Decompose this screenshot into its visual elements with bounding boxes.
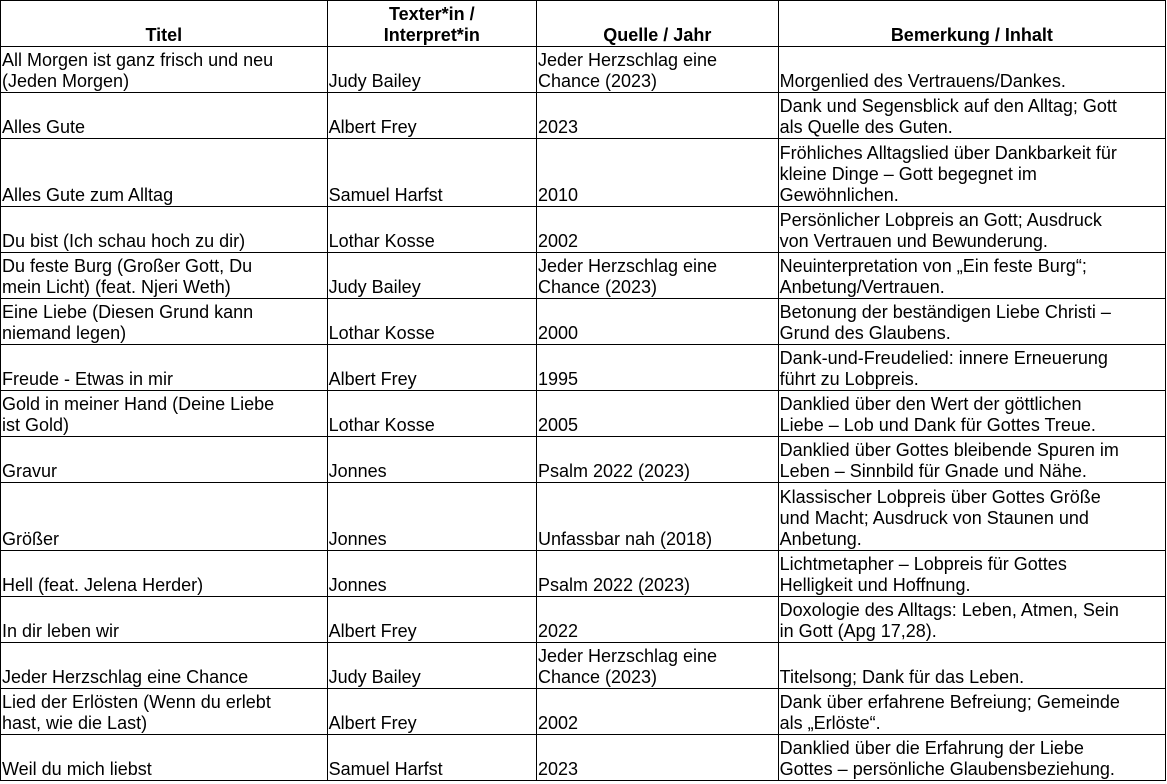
cell-source: Psalm 2022 (2023): [536, 551, 778, 597]
table-row: [1, 735, 1166, 781]
cell-author: Albert Frey: [327, 93, 536, 139]
table-row: [1, 207, 1166, 253]
cell-note: Persönlicher Lobpreis an Gott; Ausdruck von Vertrauen und Bewunderung.: [778, 207, 1165, 253]
cell-author: Samuel Harfst: [327, 735, 536, 781]
table-row: [1, 345, 1166, 391]
cell-title: Eine Liebe (Diesen Grund kann niemand legen): [1, 299, 328, 345]
cell-source: Unfassbar nah (2018): [536, 483, 778, 551]
cell-source: 2000: [536, 299, 778, 345]
cell-note: Lichtmetapher – Lobpreis für Gottes Helligkeit und Hoffnung.: [778, 551, 1165, 597]
cell-title: Alles Gute: [1, 93, 328, 139]
cell-title: All Morgen ist ganz frisch und neu (Jeden Morgen): [1, 47, 328, 93]
cell-title: Du feste Burg (Großer Gott, Du mein Licht) (feat. Njeri Weth): [1, 253, 328, 299]
cell-note: Betonung der beständigen Liebe Christi – Grund des Glaubens.: [778, 299, 1165, 345]
table-row: [1, 437, 1166, 483]
cell-title: In dir leben wir: [1, 597, 328, 643]
cell-note: Dank und Segensblick auf den Alltag; Gott als Quelle des Guten.: [778, 93, 1165, 139]
cell-title: Gravur: [1, 437, 328, 483]
header-row: [1, 1, 1166, 47]
cell-note: Danklied über Gottes bleibende Spuren im Leben – Sinnbild für Gnade und Nähe.: [778, 437, 1165, 483]
cell-source: Jeder Herzschlag eine Chance (2023): [536, 253, 778, 299]
header-source: Quelle / Jahr: [536, 1, 778, 47]
cell-author: Jonnes: [327, 437, 536, 483]
table-row: [1, 643, 1166, 689]
header-author: Texter*in / Interpret*in: [327, 1, 536, 47]
table-row: [1, 597, 1166, 643]
cell-title: Hell (feat. Jelena Herder): [1, 551, 328, 597]
header-note: Bemerkung / Inhalt: [778, 1, 1165, 47]
cell-title: Größer: [1, 483, 328, 551]
cell-source: 1995: [536, 345, 778, 391]
cell-title: Jeder Herzschlag eine Chance: [1, 643, 328, 689]
table-row: [1, 139, 1166, 207]
table-row: [1, 551, 1166, 597]
cell-author: Jonnes: [327, 551, 536, 597]
cell-title: Weil du mich liebst: [1, 735, 328, 781]
cell-note: Doxologie des Alltags: Leben, Atmen, Sein in Gott (Apg 17,28).: [778, 597, 1165, 643]
cell-author: Jonnes: [327, 483, 536, 551]
cell-source: 2002: [536, 689, 778, 735]
table-row: [1, 483, 1166, 551]
cell-author: Judy Bailey: [327, 253, 536, 299]
cell-note: Fröhliches Alltagslied über Dankbarkeit für kleine Dinge – Gott begegnet im Gewöhnlichen.: [778, 139, 1165, 207]
cell-source: Jeder Herzschlag eine Chance (2023): [536, 47, 778, 93]
cell-note: Danklied über die Erfahrung der Liebe Gottes – persönliche Glaubensbeziehung.: [778, 735, 1165, 781]
table-row: [1, 93, 1166, 139]
header-title: Titel: [1, 1, 328, 47]
cell-note: Titelsong; Dank für das Leben.: [778, 643, 1165, 689]
cell-note: Dank über erfahrene Befreiung; Gemeinde als „Erlöste“.: [778, 689, 1165, 735]
cell-author: Lothar Kosse: [327, 391, 536, 437]
cell-note: Klassischer Lobpreis über Gottes Größe und Macht; Ausdruck von Staunen und Anbetung.: [778, 483, 1165, 551]
cell-source: 2022: [536, 597, 778, 643]
cell-title: Lied der Erlösten (Wenn du erlebt hast, wie die Last): [1, 689, 328, 735]
cell-source: 2002: [536, 207, 778, 253]
table-row: [1, 391, 1166, 437]
cell-note: Dank-und-Freudelied: innere Erneuerung führt zu Lobpreis.: [778, 345, 1165, 391]
cell-source: 2010: [536, 139, 778, 207]
cell-author: Albert Frey: [327, 689, 536, 735]
cell-source: 2005: [536, 391, 778, 437]
cell-title: Freude - Etwas in mir: [1, 345, 328, 391]
cell-source: Psalm 2022 (2023): [536, 437, 778, 483]
cell-source: 2023: [536, 93, 778, 139]
cell-note: Morgenlied des Vertrauens/Dankes.: [778, 47, 1165, 93]
cell-author: Lothar Kosse: [327, 299, 536, 345]
cell-author: Albert Frey: [327, 597, 536, 643]
cell-source: 2023: [536, 735, 778, 781]
cell-author: Judy Bailey: [327, 47, 536, 93]
cell-note: Danklied über den Wert der göttlichen Liebe – Lob und Dank für Gottes Treue.: [778, 391, 1165, 437]
table-row: [1, 253, 1166, 299]
cell-author: Judy Bailey: [327, 643, 536, 689]
table-row: [1, 299, 1166, 345]
cell-title: Gold in meiner Hand (Deine Liebe ist Gold): [1, 391, 328, 437]
table-row: [1, 689, 1166, 735]
cell-title: Alles Gute zum Alltag: [1, 139, 328, 207]
cell-author: Samuel Harfst: [327, 139, 536, 207]
table-row: [1, 47, 1166, 93]
cell-title: Du bist (Ich schau hoch zu dir): [1, 207, 328, 253]
cell-note: Neuinterpretation von „Ein feste Burg“; Anbetung/Vertrauen.: [778, 253, 1165, 299]
cell-author: Albert Frey: [327, 345, 536, 391]
cell-author: Lothar Kosse: [327, 207, 536, 253]
cell-source: Jeder Herzschlag eine Chance (2023): [536, 643, 778, 689]
